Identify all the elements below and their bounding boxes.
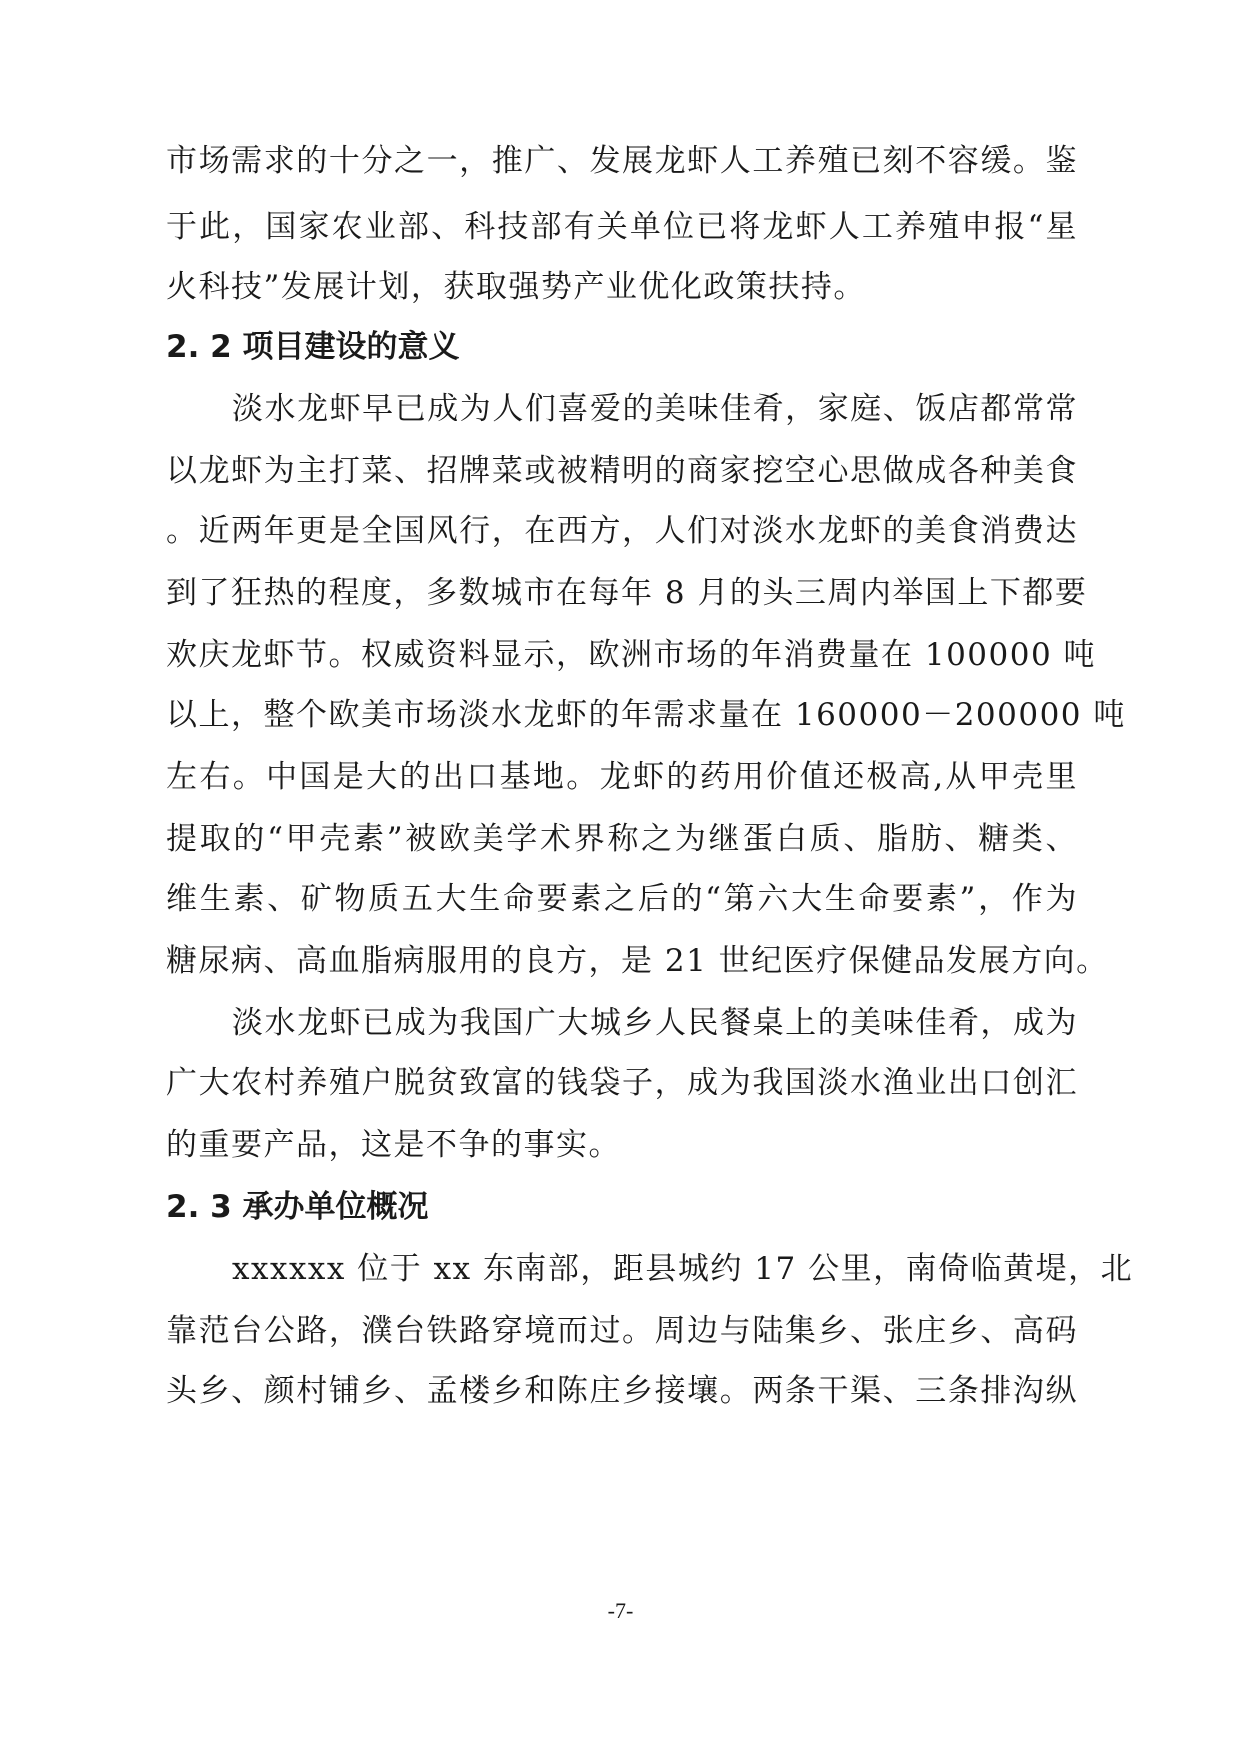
paragraph-line: 提取的“甲壳素”被欧美学术界称之为继蛋白质、脂肪、糖类、 — [166, 821, 1078, 857]
paragraph-line: 到了狂热的程度，多数城市在每年 8 月的头三周内举国上下都要 — [166, 575, 1088, 611]
paragraph-line: 于此，国家农业部、科技部有关单位已将龙虾人工养殖申报“星 — [166, 209, 1078, 245]
paragraph-line: 头乡、颜村铺乡、孟楼乡和陈庄乡接壤。两条干渠、三条排沟纵 — [166, 1373, 1078, 1409]
paragraph-line: 的重要产品，这是不争的事实。 — [166, 1127, 621, 1163]
paragraph-line: 糖尿病、高血脂病服用的良方，是 21 世纪医疗保健品发展方向。 — [166, 943, 1109, 979]
paragraph-line: 。近两年更是全国风行，在西方，人们对淡水龙虾的美食消费达 — [166, 513, 1078, 549]
paragraph-line: 以上，整个欧美市场淡水龙虾的年需求量在 160000－200000 吨 — [166, 697, 1126, 733]
section-heading-2-3: 2. 3 承办单位概况 — [166, 1189, 429, 1225]
paragraph-line: 广大农村养殖户脱贫致富的钱袋子，成为我国淡水渔业出口创汇 — [166, 1065, 1078, 1101]
section-heading-2-2: 2. 2 项目建设的意义 — [166, 329, 460, 365]
page-number: -7- — [607, 1598, 634, 1623]
paragraph-line: 淡水龙虾早已成为人们喜爱的美味佳肴，家庭、饭店都常常 — [232, 391, 1078, 427]
paragraph-line: 维生素、矿物质五大生命要素之后的“第六大生命要素”，作为 — [166, 881, 1078, 917]
paragraph-line: 市场需求的十分之一，推广、发展龙虾人工养殖已刻不容缓。鉴 — [166, 143, 1078, 179]
paragraph-line: 左右。中国是大的出口基地。龙虾的药用价值还极高,从甲壳里 — [166, 759, 1078, 795]
paragraph-line: 淡水龙虾已成为我国广大城乡人民餐桌上的美味佳肴，成为 — [232, 1005, 1078, 1041]
paragraph-line: 靠范台公路，濮台铁路穿境而过。周边与陆集乡、张庄乡、高码 — [166, 1313, 1078, 1349]
paragraph-line: 火科技”发展计划，获取强势产业优化政策扶持。 — [166, 269, 866, 305]
paragraph-line: xxxxxx 位于 xx 东南部，距县城约 17 公里，南倚临黄堤，北 — [232, 1251, 1134, 1287]
paragraph-line: 欢庆龙虾节。权威资料显示，欧洲市场的年消费量在 100000 吨 — [166, 637, 1097, 673]
paragraph-line: 以龙虾为主打菜、招牌菜或被精明的商家挖空心思做成各种美食 — [166, 453, 1078, 489]
